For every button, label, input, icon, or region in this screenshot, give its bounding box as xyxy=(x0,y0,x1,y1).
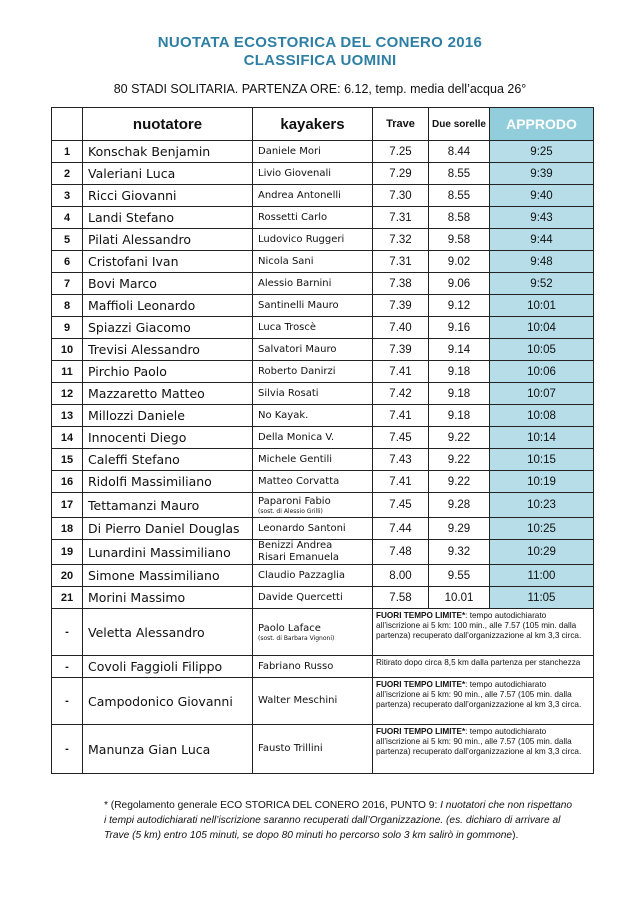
kayaker-cell xyxy=(253,141,373,163)
rank-cell: 17 xyxy=(52,493,83,518)
swimmer-cell: Ridolfi Massimiliano xyxy=(83,471,253,493)
kayaker-cell xyxy=(253,471,373,493)
swimmer-cell: Pilati Alessandro xyxy=(83,229,253,251)
kayaker-name: Paolo Laface xyxy=(258,622,321,634)
kayaker-cell xyxy=(253,540,373,565)
trave-time-cell: 7.58 xyxy=(373,587,429,609)
due-sorelle-time-cell: 9.55 xyxy=(429,565,490,587)
kayaker-cell xyxy=(253,725,373,774)
trave-time-cell: 7.45 xyxy=(373,493,429,518)
kayaker-note: (sost. di Alessio Grilli) xyxy=(258,507,323,515)
approdo-time-cell: 10:15 xyxy=(490,449,594,471)
rank-cell: 12 xyxy=(52,383,83,405)
trave-time-cell: 7.42 xyxy=(373,383,429,405)
due-sorelle-time-cell: 8.44 xyxy=(429,141,490,163)
kayaker-name: Benizzi Andrea xyxy=(258,540,333,551)
swimmer-cell: Ricci Giovanni xyxy=(83,185,253,207)
table-row xyxy=(52,518,594,540)
results-table xyxy=(51,107,594,774)
approdo-time-cell: 9:52 xyxy=(490,273,594,295)
trave-time-cell: 7.41 xyxy=(373,471,429,493)
table-row xyxy=(52,540,594,565)
kayaker-name: Daniele Mori xyxy=(258,145,321,157)
trave-time-cell: 7.44 xyxy=(373,518,429,540)
kayaker-cell xyxy=(253,185,373,207)
rank-cell: - xyxy=(52,678,83,725)
page-title: NUOTATA ECOSTORICA DEL CONERO 2016 xyxy=(157,34,483,51)
approdo-time-cell: 9:48 xyxy=(490,251,594,273)
trave-time-cell: 7.32 xyxy=(373,229,429,251)
rank-cell: 15 xyxy=(52,449,83,471)
kayaker-name: Michele Gentili xyxy=(258,453,332,465)
table-row xyxy=(52,185,594,207)
kayaker-note: (sost. di Barbara Vignoni) xyxy=(258,634,335,642)
trave-time-cell: 7.25 xyxy=(373,141,429,163)
table-row xyxy=(52,295,594,317)
swimmer-cell: Innocenti Diego xyxy=(83,427,253,449)
swimmer-cell: Valeriani Luca xyxy=(83,163,253,185)
header-trave: Trave xyxy=(373,108,429,141)
kayaker-cell xyxy=(253,339,373,361)
trave-time-cell: 8.00 xyxy=(373,565,429,587)
swimmer-cell: Lunardini Massimiliano xyxy=(83,540,253,565)
kayaker-name: Rossetti Carlo xyxy=(258,211,328,223)
kayaker-name: Walter Meschini xyxy=(258,695,338,706)
kayaker-cell xyxy=(253,251,373,273)
approdo-time-cell: 10:04 xyxy=(490,317,594,339)
approdo-time-cell: 10:14 xyxy=(490,427,594,449)
status-note-cell xyxy=(373,678,594,725)
approdo-time-cell: 9:44 xyxy=(490,229,594,251)
race-info: 80 STADI SOLITARIA. PARTENZA ORE: 6.12, temp. media dell’acqua 26° xyxy=(113,82,527,96)
swimmer-cell: Morini Massimo xyxy=(83,587,253,609)
swimmer-cell: Tettamanzi Mauro xyxy=(83,493,253,518)
rank-cell: 8 xyxy=(52,295,83,317)
table-row xyxy=(52,273,594,295)
kayaker-cell xyxy=(253,656,373,678)
due-sorelle-time-cell: 9.02 xyxy=(429,251,490,273)
kayaker-name: Fabriano Russo xyxy=(258,660,334,672)
rank-cell: 4 xyxy=(52,207,83,229)
status-note-bold: FUORI TEMPO LIMITE* xyxy=(376,727,466,736)
table-row xyxy=(52,141,594,163)
swimmer-cell: Trevisi Alessandro xyxy=(83,339,253,361)
rank-cell: 5 xyxy=(52,229,83,251)
trave-time-cell: 7.41 xyxy=(373,361,429,383)
header-kayakers: kayakers xyxy=(253,108,373,141)
table-row xyxy=(52,163,594,185)
status-note-text: : tempo autodichiarato all’iscrizione ai 5 km: 100 min., alle 7.57 (105 min. dalla partenza) recuperato dall’organizzazione al km 3,3 circa. xyxy=(376,611,582,640)
due-sorelle-time-cell: 9.18 xyxy=(429,361,490,383)
kayaker-cell xyxy=(253,207,373,229)
table-row xyxy=(52,229,594,251)
footer-note xyxy=(104,798,574,843)
status-note-bold: FUORI TEMPO LIMITE* xyxy=(376,611,466,620)
kayaker-name: Alessio Barnini xyxy=(258,277,332,289)
footer-suffix: ). xyxy=(512,830,519,841)
kayaker-cell xyxy=(253,405,373,427)
approdo-time-cell: 9:25 xyxy=(490,141,594,163)
rank-cell: 19 xyxy=(52,540,83,565)
table-row-out-of-time xyxy=(52,656,594,678)
trave-time-cell: 7.41 xyxy=(373,405,429,427)
table-row xyxy=(52,317,594,339)
status-note-text: Ritirato dopo circa 8,5 km dalla partenza per stanchezza xyxy=(376,658,581,667)
kayaker-cell xyxy=(253,361,373,383)
kayaker-cell xyxy=(253,229,373,251)
trave-time-cell: 7.30 xyxy=(373,185,429,207)
trave-time-cell: 7.31 xyxy=(373,207,429,229)
swimmer-cell: Di Pierro Daniel Douglas xyxy=(83,518,253,540)
trave-time-cell: 7.48 xyxy=(373,540,429,565)
table-row xyxy=(52,251,594,273)
footer-italic: I nuotatori che non rispettano i tempi autodichiarati nell’iscrizione saranno recuperati dall’Organizzazione. (es. dichiaro di arrivare al Trave (5 km) entro 105 minuti, se dopo 80 minuti ho percorso solo 3 km salirò in gommone xyxy=(104,800,573,841)
kayaker-name: Santinelli Mauro xyxy=(258,299,339,311)
swimmer-cell: Cristofani Ivan xyxy=(83,251,253,273)
kayaker-cell xyxy=(253,295,373,317)
results-body xyxy=(52,141,594,774)
swimmer-cell: Pirchio Paolo xyxy=(83,361,253,383)
kayaker-cell xyxy=(253,273,373,295)
due-sorelle-time-cell: 8.55 xyxy=(429,163,490,185)
table-row xyxy=(52,383,594,405)
rank-cell: 14 xyxy=(52,427,83,449)
kayaker-name: Della Monica V. xyxy=(258,431,335,443)
trave-time-cell: 7.39 xyxy=(373,339,429,361)
kayaker-name: Andrea Antonelli xyxy=(258,189,341,201)
kayaker-name: No Kayak. xyxy=(258,409,309,421)
swimmer-cell: Campodonico Giovanni xyxy=(83,678,253,725)
table-row-out-of-time xyxy=(52,725,594,774)
rank-cell: 9 xyxy=(52,317,83,339)
approdo-time-cell: 9:40 xyxy=(490,185,594,207)
trave-time-cell: 7.43 xyxy=(373,449,429,471)
rank-cell: 2 xyxy=(52,163,83,185)
swimmer-cell: Mazzaretto Matteo xyxy=(83,383,253,405)
kayaker-cell xyxy=(253,427,373,449)
swimmer-cell: Caleffi Stefano xyxy=(83,449,253,471)
kayaker-cell xyxy=(253,587,373,609)
table-row xyxy=(52,427,594,449)
rank-cell: - xyxy=(52,725,83,774)
due-sorelle-time-cell: 9.16 xyxy=(429,317,490,339)
kayaker-cell xyxy=(253,565,373,587)
approdo-time-cell: 10:06 xyxy=(490,361,594,383)
rank-cell: 10 xyxy=(52,339,83,361)
table-row xyxy=(52,587,594,609)
due-sorelle-time-cell: 8.55 xyxy=(429,185,490,207)
due-sorelle-time-cell: 9.14 xyxy=(429,339,490,361)
kayaker-name: Matteo Corvatta xyxy=(258,475,340,487)
status-note-cell xyxy=(373,725,594,774)
due-sorelle-time-cell: 9.22 xyxy=(429,471,490,493)
approdo-time-cell: 10:29 xyxy=(490,540,594,565)
approdo-time-cell: 10:05 xyxy=(490,339,594,361)
header-num xyxy=(52,108,83,141)
approdo-time-cell: 11:00 xyxy=(490,565,594,587)
header-due-sorelle: Due sorelle xyxy=(429,108,490,141)
status-note-bold: FUORI TEMPO LIMITE* xyxy=(376,680,466,689)
kayaker-cell xyxy=(253,317,373,339)
rank-cell: 20 xyxy=(52,565,83,587)
approdo-time-cell: 9:39 xyxy=(490,163,594,185)
swimmer-cell: Konschak Benjamin xyxy=(83,141,253,163)
approdo-time-cell: 10:19 xyxy=(490,471,594,493)
kayaker-name: Roberto Danirzi xyxy=(258,365,336,377)
kayaker-name: Fausto Trillini xyxy=(258,743,323,754)
kayaker-name: Salvatori Mauro xyxy=(258,343,337,355)
header-approdo: APPRODO xyxy=(490,108,594,141)
rank-cell: 3 xyxy=(52,185,83,207)
kayaker-cell xyxy=(253,449,373,471)
due-sorelle-time-cell: 9.32 xyxy=(429,540,490,565)
approdo-time-cell: 10:07 xyxy=(490,383,594,405)
kayaker-name: Paparoni Fabio xyxy=(258,495,331,507)
swimmer-cell: Landi Stefano xyxy=(83,207,253,229)
status-note-cell xyxy=(373,609,594,656)
swimmer-cell: Covoli Faggioli Filippo xyxy=(83,656,253,678)
approdo-time-cell: 10:23 xyxy=(490,493,594,518)
due-sorelle-time-cell: 10.01 xyxy=(429,587,490,609)
table-row xyxy=(52,449,594,471)
table-row xyxy=(52,361,594,383)
swimmer-cell: Bovi Marco xyxy=(83,273,253,295)
rank-cell: 18 xyxy=(52,518,83,540)
swimmer-cell: Simone Massimiliano xyxy=(83,565,253,587)
status-note-text: : tempo autodichiarato all’iscrizione ai 5 km: 90 min., alle 7.57 (105 min. dalla partenza) recuperato dall’organizzazione al km 3,3 circa. xyxy=(376,727,582,756)
due-sorelle-time-cell: 9.06 xyxy=(429,273,490,295)
rank-cell: 11 xyxy=(52,361,83,383)
approdo-time-cell: 10:08 xyxy=(490,405,594,427)
approdo-time-cell: 10:01 xyxy=(490,295,594,317)
due-sorelle-time-cell: 9.22 xyxy=(429,449,490,471)
kayaker-cell xyxy=(253,678,373,725)
trave-time-cell: 7.29 xyxy=(373,163,429,185)
kayaker-name: Luca Troscè xyxy=(258,321,317,333)
kayaker-cell xyxy=(253,493,373,518)
approdo-time-cell: 10:25 xyxy=(490,518,594,540)
due-sorelle-time-cell: 9.18 xyxy=(429,405,490,427)
header-nuotatore: nuotatore xyxy=(83,108,253,141)
approdo-time-cell: 9:43 xyxy=(490,207,594,229)
approdo-time-cell: 11:05 xyxy=(490,587,594,609)
trave-time-cell: 7.31 xyxy=(373,251,429,273)
table-row xyxy=(52,207,594,229)
due-sorelle-time-cell: 8.58 xyxy=(429,207,490,229)
kayaker-name: Davide Quercetti xyxy=(258,591,343,603)
swimmer-cell: Millozzi Daniele xyxy=(83,405,253,427)
table-header-row xyxy=(52,108,594,141)
table-row xyxy=(52,565,594,587)
due-sorelle-time-cell: 9.18 xyxy=(429,383,490,405)
table-row xyxy=(52,471,594,493)
rank-cell: 7 xyxy=(52,273,83,295)
table-row-out-of-time xyxy=(52,678,594,725)
table-row-out-of-time xyxy=(52,609,594,656)
table-row xyxy=(52,405,594,427)
due-sorelle-time-cell: 9.29 xyxy=(429,518,490,540)
status-note-text: : tempo autodichiarato all’iscrizione ai 5 km: 90 min., alle 7.57 (105 min. dalla partenza) recuperato dall’organizzazione al km 3,3 circa. xyxy=(376,680,582,709)
kayaker-note: Risari Emanuela xyxy=(258,552,340,563)
trave-time-cell: 7.39 xyxy=(373,295,429,317)
rank-cell: 16 xyxy=(52,471,83,493)
due-sorelle-time-cell: 9.28 xyxy=(429,493,490,518)
kayaker-name: Nicola Sani xyxy=(258,255,314,267)
kayaker-name: Silvia Rosati xyxy=(258,387,319,399)
footer-prefix: * (Regolamento generale ECO STORICA DEL CONERO 2016, PUNTO 9: xyxy=(104,800,441,811)
swimmer-cell: Manunza Gian Luca xyxy=(83,725,253,774)
table-row xyxy=(52,339,594,361)
due-sorelle-time-cell: 9.58 xyxy=(429,229,490,251)
status-note-cell xyxy=(373,656,594,678)
kayaker-cell xyxy=(253,609,373,656)
swimmer-cell: Spiazzi Giacomo xyxy=(83,317,253,339)
kayaker-name: Leonardo Santoni xyxy=(258,522,346,534)
table-row xyxy=(52,493,594,518)
swimmer-cell: Maffioli Leonardo xyxy=(83,295,253,317)
rank-cell: 21 xyxy=(52,587,83,609)
trave-time-cell: 7.40 xyxy=(373,317,429,339)
rank-cell: 6 xyxy=(52,251,83,273)
trave-time-cell: 7.38 xyxy=(373,273,429,295)
kayaker-name: Claudio Pazzaglia xyxy=(258,569,346,581)
rank-cell: - xyxy=(52,609,83,656)
rank-cell: 1 xyxy=(52,141,83,163)
swimmer-cell: Veletta Alessandro xyxy=(83,609,253,656)
page-subtitle-category: CLASSIFICA UOMINI xyxy=(243,52,397,69)
kayaker-name: Livio Giovenali xyxy=(258,167,332,179)
due-sorelle-time-cell: 9.22 xyxy=(429,427,490,449)
kayaker-cell xyxy=(253,163,373,185)
kayaker-cell xyxy=(253,383,373,405)
trave-time-cell: 7.45 xyxy=(373,427,429,449)
kayaker-cell xyxy=(253,518,373,540)
due-sorelle-time-cell: 9.12 xyxy=(429,295,490,317)
rank-cell: 13 xyxy=(52,405,83,427)
rank-cell: - xyxy=(52,656,83,678)
kayaker-name: Ludovico Ruggeri xyxy=(258,233,345,245)
